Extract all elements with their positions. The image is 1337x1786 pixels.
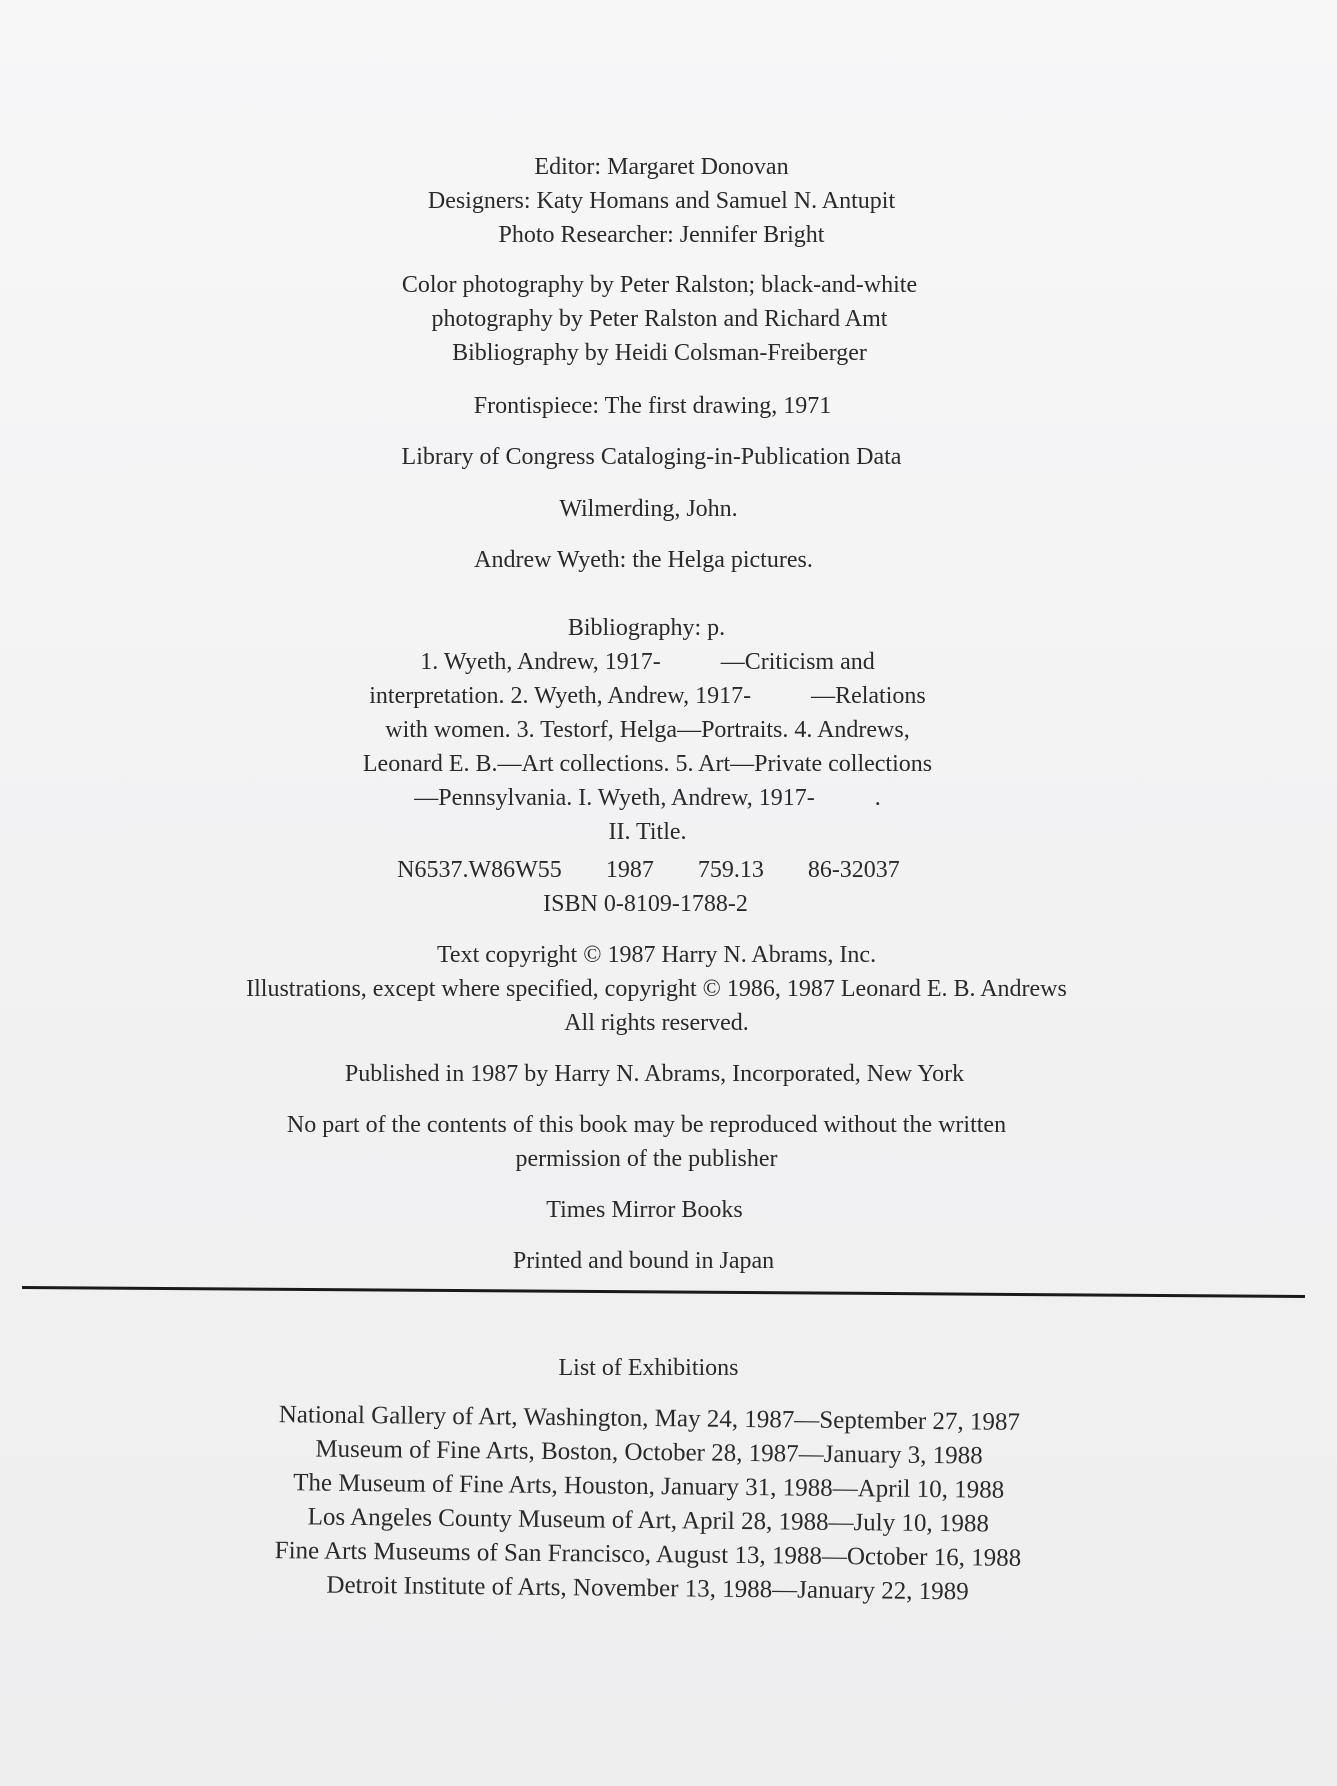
- cip-subject-line-2: interpretation. 2. Wyeth, Andrew, 1917- —Relations: [369, 683, 926, 709]
- credits-block: [0, 150, 1330, 252]
- cip-bibliography-text: Bibliography: p.: [567, 615, 726, 641]
- exhibition-item-2: Museum of Fine Arts, Boston, October 28, 1987—January 3, 1988: [315, 1435, 983, 1470]
- printed-text: Printed and bound in Japan: [512, 1248, 775, 1274]
- cip-subjects: [0, 645, 1316, 849]
- exhibition-item-6: Detroit Institute of Arts, November 13, 1988—January 22, 1989: [326, 1571, 969, 1606]
- exhibition-item-3: The Museum of Fine Arts, Houston, January 31, 1988—April 10, 1988: [293, 1469, 1005, 1504]
- exhibitions-heading: [0, 1351, 1317, 1385]
- cip-subject-line-3: with women. 3. Testorf, Helga—Portraits. 4. Andrews,: [385, 717, 910, 743]
- cip-subject-line-5: —Pennsylvania. I. Wyeth, Andrew, 1917- .: [414, 785, 881, 811]
- reproduction-line-1: No part of the contents of this book may be reproduced without the written: [286, 1112, 1007, 1138]
- cip-author: [0, 492, 1317, 526]
- exhibitions-list: [0, 1395, 1318, 1613]
- cip-subject-line-6: II. Title.: [608, 819, 687, 845]
- rights-reserved: All rights reserved.: [564, 1010, 749, 1036]
- cip-title-text: Andrew Wyeth: the Helga pictures.: [474, 547, 813, 573]
- editor-credit: Editor: Margaret Donovan: [534, 154, 789, 180]
- frontispiece-note: [0, 389, 1321, 423]
- imprint-text: Times Mirror Books: [546, 1197, 743, 1223]
- photography-block: [0, 268, 1328, 370]
- call-number-lccn: 86-32037: [807, 857, 900, 883]
- exhibition-item-4: Los Angeles County Museum of Art, April 28, 1988—July 10, 1988: [307, 1503, 990, 1538]
- published-line: [0, 1057, 1323, 1091]
- cip-heading: [0, 440, 1320, 474]
- isbn: [0, 887, 1314, 921]
- illustrations-copyright: Illustrations, except where specified, copyright © 1986, 1987 Leonard E. B. Andrews: [246, 976, 1067, 1002]
- exhibition-item-1: National Gallery of Art, Washington, May 24, 1987—September 27, 1987: [278, 1401, 1021, 1436]
- cip-subject-line-1: 1. Wyeth, Andrew, 1917- —Criticism and: [420, 649, 875, 675]
- bibliography-credit: Bibliography by Heidi Colsman-Freiberger: [452, 340, 867, 366]
- photography-line-1: Color photography by Peter Ralston; black-and-white: [401, 272, 918, 298]
- call-number-year: 1987: [605, 857, 654, 883]
- text-copyright: Text copyright © 1987 Harry N. Abrams, Inc.: [436, 942, 877, 968]
- call-number-dewey: 759.13: [697, 857, 764, 883]
- exhibitions-heading-text: List of Exhibitions: [558, 1355, 739, 1381]
- cip-title: [0, 543, 1312, 577]
- published-text: Published in 1987 by Harry N. Abrams, Incorporated, New York: [344, 1061, 965, 1087]
- divider-rule: [22, 1286, 1305, 1298]
- photography-line-2: photography by Peter Ralston and Richard Amt: [431, 306, 888, 332]
- printed-line: [0, 1244, 1312, 1278]
- copyright-block: [0, 938, 1325, 1040]
- cip-heading-text: Library of Congress Cataloging-in-Publication Data: [401, 444, 902, 470]
- imprint: [0, 1193, 1313, 1227]
- isbn-text: ISBN 0-8109-1788-2: [543, 891, 748, 917]
- frontispiece-text: Frontispiece: The first drawing, 1971: [473, 393, 832, 419]
- photo-researcher-credit: Photo Researcher: Jennifer Bright: [498, 222, 825, 248]
- cip-bibliography: [0, 611, 1315, 645]
- call-number: [0, 853, 1317, 887]
- cip-subject-line-4: Leonard E. B.—Art collections. 5. Art—Private collections: [362, 751, 933, 777]
- call-number-class: N6537.W86W55: [397, 857, 562, 883]
- reproduction-line-2: permission of the publisher: [515, 1146, 778, 1172]
- exhibition-item-5: Fine Arts Museums of San Francisco, August 13, 1988—October 16, 1988: [274, 1537, 1022, 1572]
- cip-author-text: Wilmerding, John.: [559, 496, 738, 522]
- reproduction-notice: [0, 1108, 1315, 1176]
- designers-credit: Designers: Katy Homans and Samuel N. Antupit: [427, 188, 896, 214]
